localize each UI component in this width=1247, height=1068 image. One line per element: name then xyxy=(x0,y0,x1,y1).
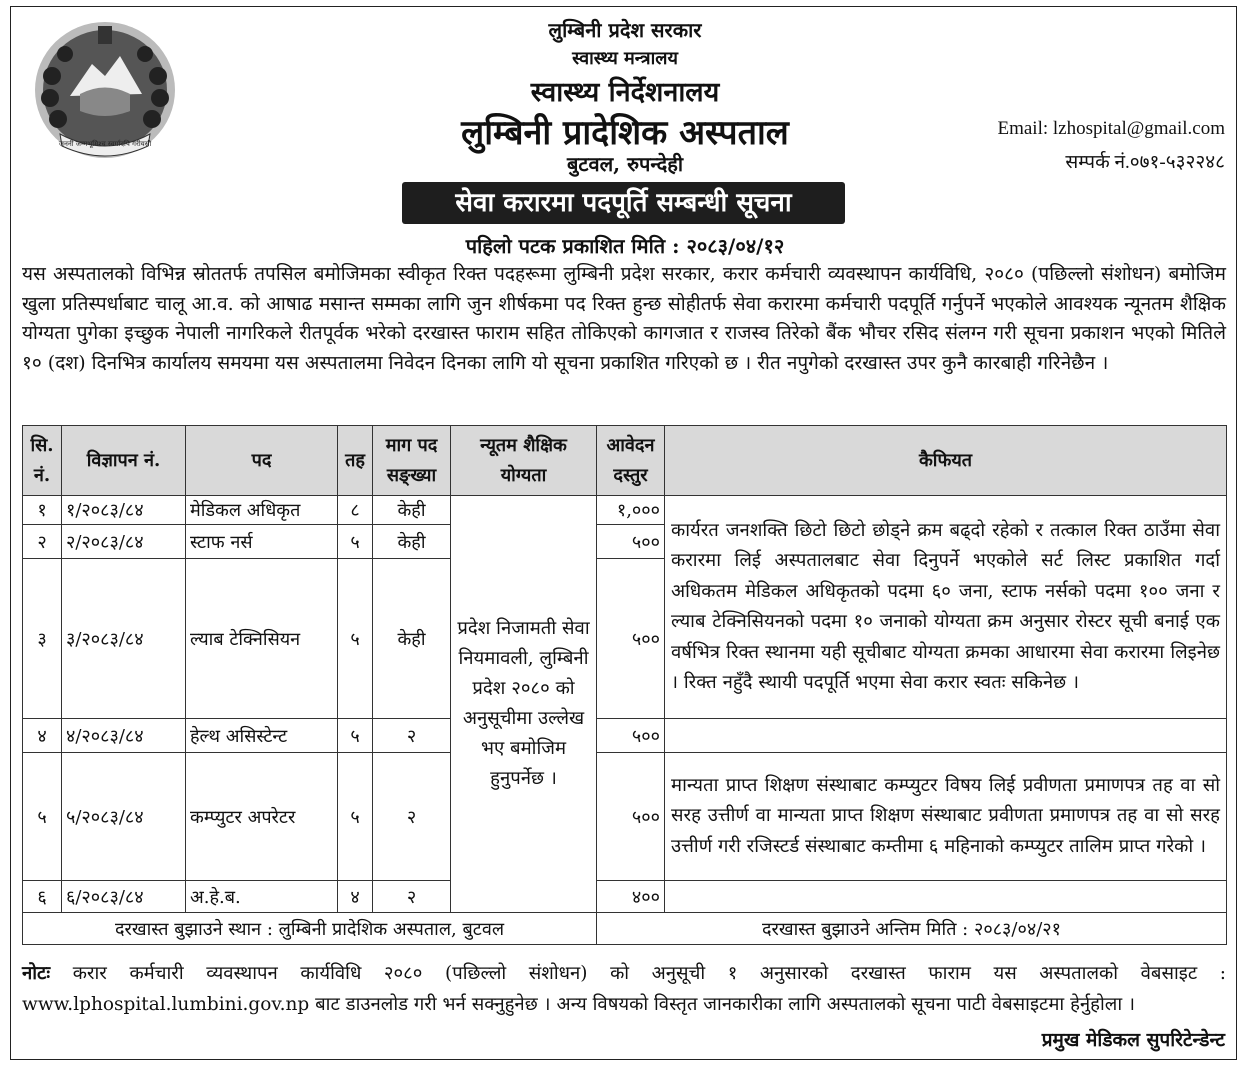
cell-adv-no: ३/२०८३/८४ xyxy=(62,559,186,719)
cell-level: ५ xyxy=(338,719,373,753)
cell-adv-no: ४/२०८३/८४ xyxy=(62,719,186,753)
table-row xyxy=(23,881,1227,913)
table-row xyxy=(23,753,1227,881)
cell-qualification: प्रदेश निजामती सेवा नियमावली, लुम्बिनी प्रदेश २०८० को अनुसूचीमा उल्लेख भए बमोजिम हुनुपर्नेछ । xyxy=(451,496,597,913)
header-location: बुटवल, रुपन्देही xyxy=(566,152,684,176)
cell-count: केही xyxy=(373,559,451,719)
nepal-government-emblem-icon xyxy=(30,16,180,164)
contact-email: Email: lzhospital@gmail.com xyxy=(997,118,1225,139)
cell-level: ५ xyxy=(338,559,373,719)
table-footer-row xyxy=(23,913,1227,945)
header-remarks: कैफियत xyxy=(665,426,1227,496)
notice-intro-paragraph: यस अस्पतालको विभिन्न स्रोततर्फ तपसिल बमोजिमका स्वीकृत रिक्त पदहरूमा लुम्बिनी प्रदेश सरकार, करार कर्मचारी व्यवस्थापन कार्यविधि, २०८० (पछिल्लो संशोधन) बमोजिम खुला प्रतिस्पर्धाबाट चालू आ.व. को आषाढ मसान्त सम्मका लागि जुन शीर्षकमा पद रिक्त हुन्छ सोहीतर्फ सेवा करारमा कर्मचारी पदपूर्ति गर्नुपर्ने भएकोले आवश्यक न्यूनतम शैक्षिक योग्यता पुगेका इच्छुक नेपाली नागरिकले रीतपूर्वक भरेको दरखास्त फाराम सहित तोकिएको कागजात र राजस्व तिरेको बैंक भौचर रसिद संलग्न गरी सूचना प्रकाशन भएको मितिले १० (दश) दिनभित्र कार्यालय समयमा यस अस्पतालमा निवेदन दिनका लागि यो सूचना प्रकाशित गरिएको छ । रीत नपुगेको दरखास्त उपर कुनै कारबाही गरिनेछैन । xyxy=(22,263,1226,374)
cell-count: २ xyxy=(373,719,451,753)
header-province-government: लुम्बिनी प्रदेश सरकार xyxy=(548,18,702,42)
cell-fee: १,००० xyxy=(597,496,665,525)
cell-level: ४ xyxy=(338,881,373,913)
cell-sn: ५ xyxy=(23,753,62,881)
note-paragraph xyxy=(22,958,1226,1020)
note-label: नोटः xyxy=(22,963,51,984)
cell-fee: ५०० xyxy=(597,719,665,753)
submit-deadline: दरखास्त बुझाउने अन्तिम मिति : २०८३/०४/२१ xyxy=(597,913,1227,945)
table-row xyxy=(23,496,1227,525)
cell-adv-no: ६/२०८३/८४ xyxy=(62,881,186,913)
cell-fee: ४०० xyxy=(597,881,665,913)
cell-level: ५ xyxy=(338,753,373,881)
header-hospital-name: लुम्बिनी प्रादेशिक अस्पताल xyxy=(461,113,789,153)
header-post: पद xyxy=(186,426,338,496)
cell-post: अ.हे.ब. xyxy=(186,881,338,913)
cell-count: २ xyxy=(373,753,451,881)
cell-fee: ५०० xyxy=(597,753,665,881)
cell-post: स्टाफ नर्स xyxy=(186,525,338,559)
cell-fee: ५०० xyxy=(597,525,665,559)
header-count: माग पद सङ्ख्या xyxy=(373,426,451,496)
cell-post: हेल्थ असिस्टेन्ट xyxy=(186,719,338,753)
cell-remarks-empty xyxy=(665,719,1227,753)
cell-adv-no: ५/२०८३/८४ xyxy=(62,753,186,881)
cell-adv-no: २/२०८३/८४ xyxy=(62,525,186,559)
publish-date: पहिलो पटक प्रकाशित मिति : २०८३/०४/१२ xyxy=(465,234,785,258)
header-fee: आवेदन दस्तुर xyxy=(597,426,665,496)
table-row xyxy=(23,719,1227,753)
table-header-row xyxy=(23,426,1227,496)
header-level: तह xyxy=(338,426,373,496)
cell-sn: ३ xyxy=(23,559,62,719)
cell-post: कम्प्युटर अपरेटर xyxy=(186,753,338,881)
contact-phone: सम्पर्क नं.०७१-५३२२४८ xyxy=(1065,152,1225,173)
cell-sn: ६ xyxy=(23,881,62,913)
vacancy-table xyxy=(22,425,1227,945)
notice-title: सेवा करारमा पदपूर्ति सम्बन्धी सूचना xyxy=(402,182,845,224)
note-text: करार कर्मचारी व्यवस्थापन कार्यविधि २०८० (पछिल्लो संशोधन) को अनुसूची १ अनुसारको दरखास्त फाराम यस अस्पतालको वेबसाइट : www.lphospital.lumbini.gov.np बाट डाउनलोड गरी भर्न सक्नुहुनेछ । अन्य विषयको विस्तृत जानकारीका लागि अस्पतालको सूचना पाटी वेबसाइटमा हेर्नुहोला । xyxy=(22,963,1226,1015)
submit-place: दरखास्त बुझाउने स्थान : लुम्बिनी प्रादेशिक अस्पताल, बुटवल xyxy=(23,913,597,945)
header-ministry: स्वास्थ्य मन्त्रालय xyxy=(572,48,678,69)
header-sn: सि. नं. xyxy=(23,426,62,496)
cell-sn: २ xyxy=(23,525,62,559)
cell-count: केही xyxy=(373,525,451,559)
cell-level: ८ xyxy=(338,496,373,525)
cell-remarks-empty xyxy=(665,881,1227,913)
emblem-motto: जननी जन्मभूमिश्च स्वर्गादपि गरीयसी xyxy=(58,140,152,148)
cell-remarks-computer: मान्यता प्राप्त शिक्षण संस्थाबाट कम्प्युटर विषय लिई प्रवीणता प्रमाणपत्र तह वा सो सरह उत्तीर्ण वा मान्यता प्राप्त शिक्षण संस्थाबाट प्रवीणता प्रमाणपत्र तह वा सो सरह उत्तीर्ण गरी रजिस्टर्ड संस्थाबाट कम्तीमा ६ महिनाको कम्प्युटर तालिम प्राप्त गरेको । xyxy=(665,753,1227,881)
cell-fee: ५०० xyxy=(597,559,665,719)
cell-level: ५ xyxy=(338,525,373,559)
cell-post: ल्याब टेक्निसियन xyxy=(186,559,338,719)
cell-count: केही xyxy=(373,496,451,525)
cell-post: मेडिकल अधिकृत xyxy=(186,496,338,525)
cell-sn: १ xyxy=(23,496,62,525)
cell-sn: ४ xyxy=(23,719,62,753)
header-adv-no: विज्ञापन नं. xyxy=(62,426,186,496)
cell-remarks-roster: कार्यरत जनशक्ति छिटो छिटो छोड्ने क्रम बढ्दो रहेको र तत्काल रिक्त ठाउँमा सेवा करारमा लिई अस्पतालबाट सेवा दिनुपर्ने भएकोले सर्ट लिस्ट प्रकाशित गर्दा अधिकतम मेडिकल अधिकृतको पदमा ६० जना, स्टाफ नर्सको पदमा १०० जना र ल्याब टेक्निसियनको पदमा १० जनाको योग्यता क्रम अनुसार रोस्टर सूची बनाई एक वर्षभित्र रिक्त स्थानमा यही सूचीबाट योग्यता क्रमका आधारमा सेवा करारमा लिइनेछ । रिक्त नहुँदै स्थायी पदपूर्ति भएमा सेवा करार स्वतः सकिनेछ । xyxy=(665,496,1227,719)
cell-count: २ xyxy=(373,881,451,913)
header-qualification: न्यूतम शैक्षिक योग्यता xyxy=(451,426,597,496)
signature-title: प्रमुख मेडिकल सुपरिटेन्डेन्ट xyxy=(1041,1029,1225,1051)
cell-adv-no: १/२०८३/८४ xyxy=(62,496,186,525)
header-directorate: स्वास्थ्य निर्देशनालय xyxy=(530,77,720,108)
